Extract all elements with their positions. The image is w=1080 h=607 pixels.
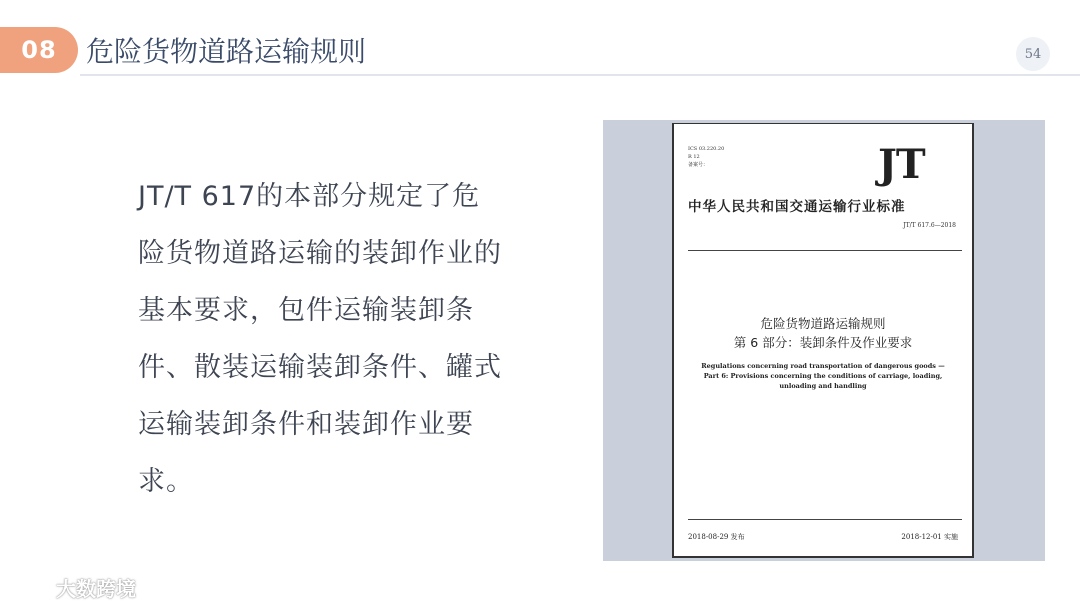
page-title: 危险货物道路运输规则 bbox=[86, 35, 367, 68]
issue-date: 2018-08-29 发布 bbox=[688, 533, 745, 541]
document-org: 中华人民共和国交通运输行业标准 bbox=[688, 199, 906, 215]
document-english-title bbox=[674, 361, 972, 391]
standard-code: JT/T 617.6—2018 bbox=[903, 222, 956, 229]
document-title bbox=[674, 314, 972, 352]
english-line: unloading and handling bbox=[779, 382, 867, 390]
cover-bottom-rule bbox=[674, 556, 972, 558]
watermark bbox=[8, 573, 136, 602]
cover-top-rule bbox=[674, 123, 972, 124]
title-line: 危险货物道路运输规则 bbox=[760, 316, 886, 331]
cover-divider bbox=[688, 519, 962, 520]
logo-icon bbox=[8, 575, 52, 601]
title-line: 第 6 部分：装卸条件及作业要求 bbox=[733, 335, 913, 350]
meta-line: ICS 03.220.20 bbox=[688, 146, 725, 152]
watermark-text: 大数跨境 bbox=[56, 577, 136, 601]
cover-divider bbox=[688, 250, 962, 251]
page-number: 54 bbox=[1016, 37, 1050, 71]
jt-logo: JT bbox=[878, 141, 925, 188]
section-number: 08 bbox=[21, 36, 57, 64]
section-number-badge bbox=[0, 27, 78, 73]
english-line: Regulations concerning road transportation of dangerous goods — bbox=[701, 362, 945, 370]
document-meta bbox=[688, 145, 724, 169]
english-line: Part 6: Provisions concerning the conditions of carriage, loading, bbox=[703, 372, 943, 380]
meta-line: R 12 bbox=[688, 154, 700, 160]
document-cover bbox=[672, 123, 974, 558]
header-divider bbox=[80, 74, 1080, 76]
body-text: JT/T 617的本部分规定了危险货物道路运输的装卸作业的基本要求，包件运输装卸条件、散装运输装卸条件、罐式运输装卸条件和装卸作业要求。 bbox=[138, 181, 502, 497]
meta-line: 备案号： bbox=[688, 162, 709, 168]
effective-date: 2018-12-01 实施 bbox=[901, 533, 958, 541]
